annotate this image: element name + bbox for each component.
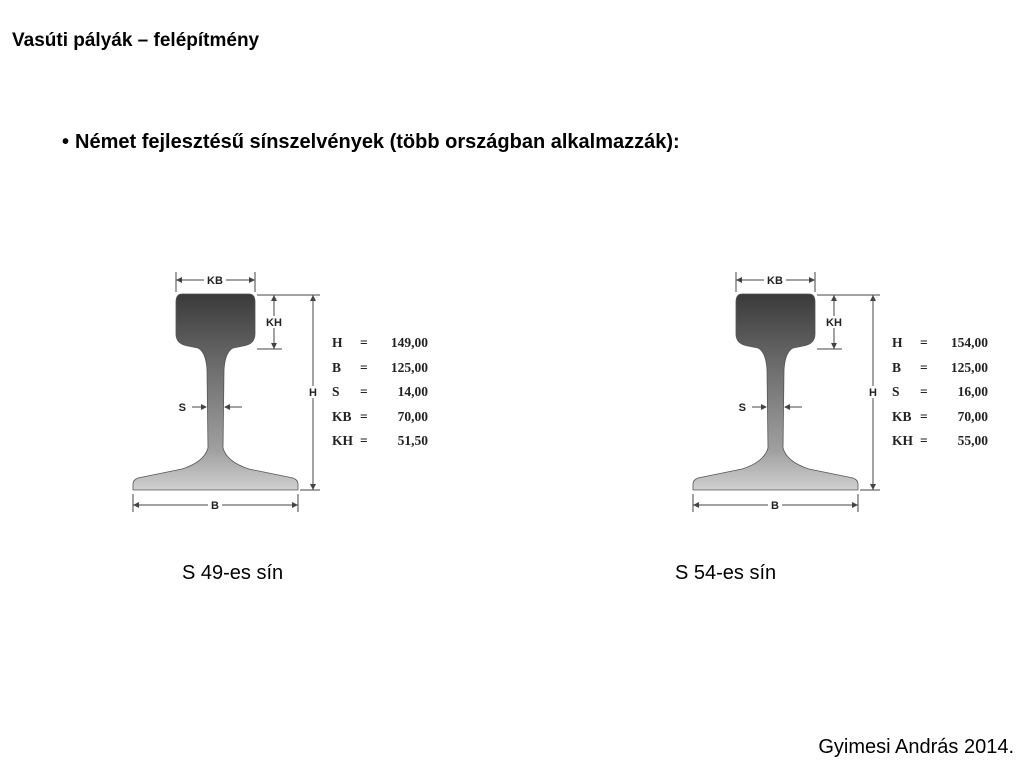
slide-title: Vasúti pályák – felépítmény (12, 30, 260, 51)
dim-label-s: S (738, 402, 746, 414)
spec-row-kb: KB = 70,00 (892, 408, 988, 424)
spec-row-h: H = 154,00 (892, 335, 988, 350)
dim-label-kb: KB (207, 275, 223, 287)
spec-table (332, 331, 428, 454)
rail-figure-s54 (680, 262, 1000, 524)
spec-row-kb: KB = 70,00 (332, 408, 428, 424)
dim-label-s: S (178, 402, 186, 414)
spec-table (892, 331, 988, 454)
spec-row-b: B = 125,00 (892, 359, 988, 375)
bullet-heading (62, 131, 680, 154)
bullet-text: Német fejlesztésű sínszelvények (több országban alkalmazzák): (75, 131, 680, 153)
dim-label-kh: KH (826, 317, 842, 329)
spec-row-kh: KH = 55,00 (892, 433, 988, 448)
dim-label-h: H (309, 387, 317, 399)
dim-label-b: B (771, 500, 779, 512)
dim-label-h: H (869, 387, 877, 399)
bullet-dot: • (62, 131, 70, 153)
dim-label-kb: KB (767, 275, 783, 287)
spec-row-s: S = 16,00 (892, 384, 988, 399)
caption-s49: S 49-es sín (182, 562, 284, 584)
spec-row-b: B = 125,00 (332, 359, 428, 375)
rail-figure-s49 (120, 262, 440, 524)
dim-label-b: B (211, 500, 219, 512)
dim-label-kh: KH (266, 317, 282, 329)
spec-row-kh: KH = 51,50 (332, 433, 428, 448)
author-credit: Gyimesi András 2014. (818, 736, 1014, 758)
spec-row-s: S = 14,00 (332, 384, 428, 399)
spec-row-h: H = 149,00 (332, 335, 428, 350)
caption-s54: S 54-es sín (675, 562, 777, 584)
